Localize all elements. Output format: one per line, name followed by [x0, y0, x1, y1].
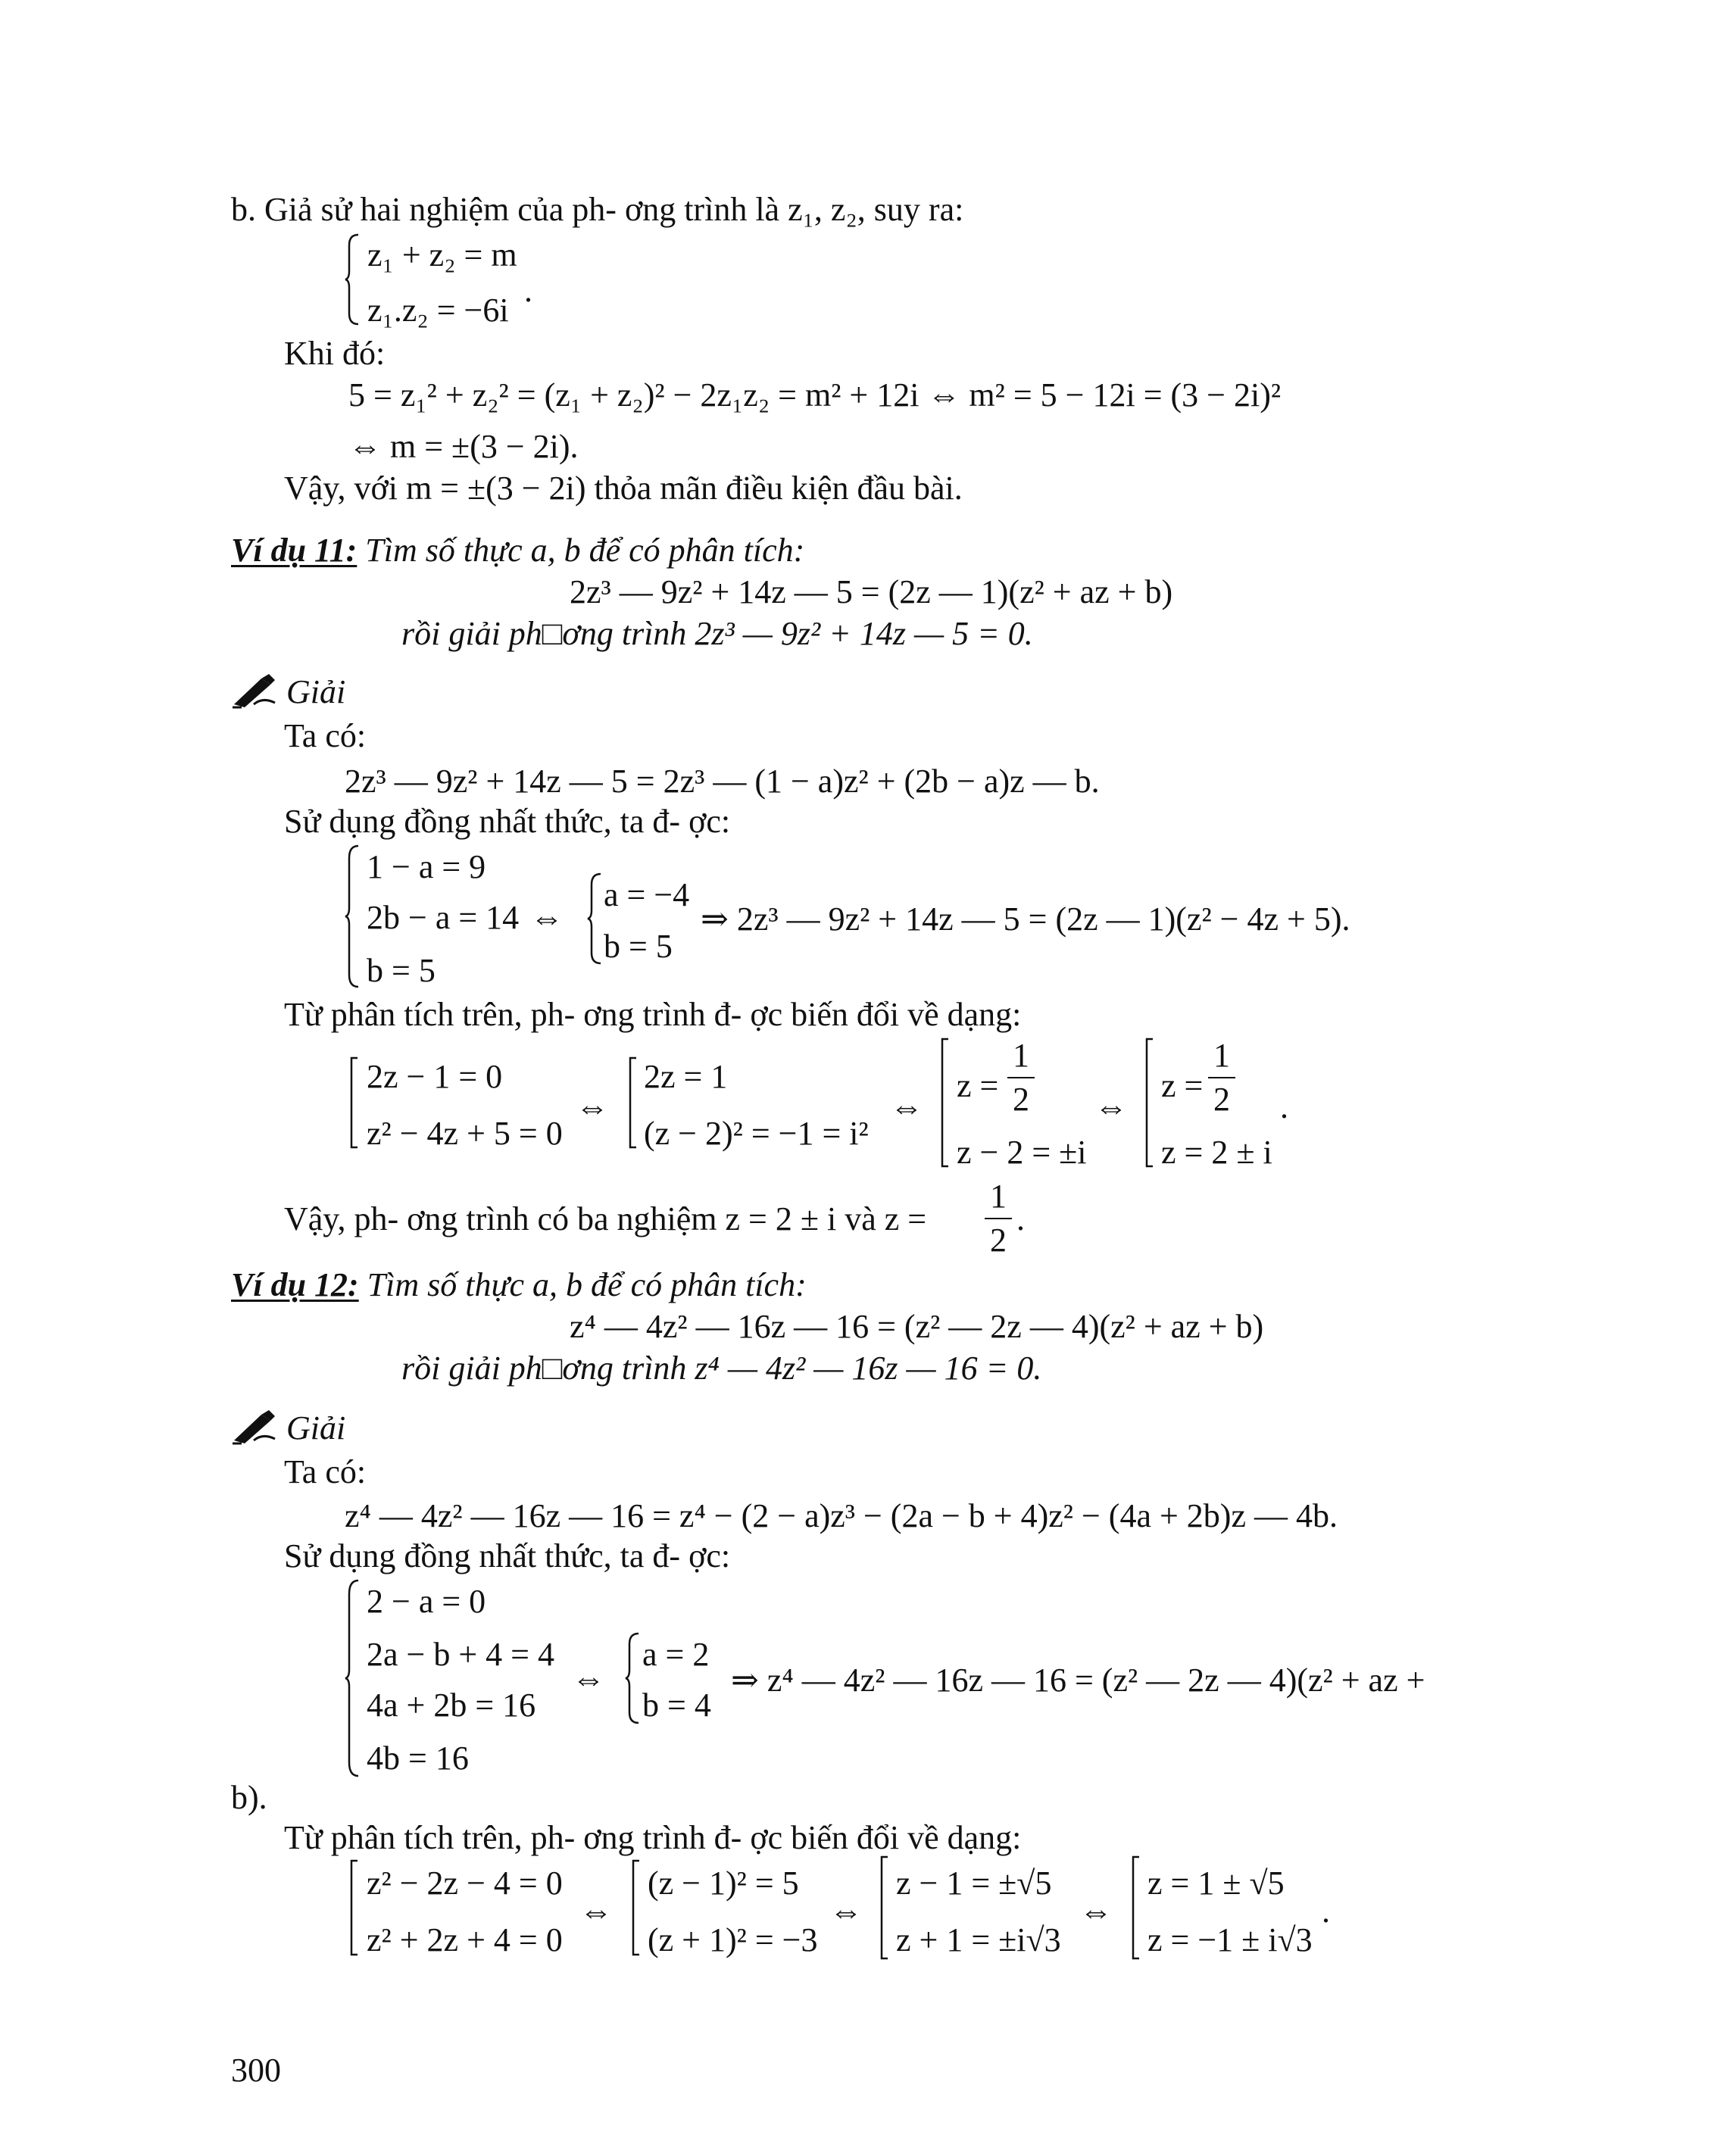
brace-system-12-right	[625, 1632, 642, 1724]
conclusion-dot: .	[1016, 1200, 1025, 1237]
case-iff-6: ⇔	[1079, 1893, 1113, 1930]
system-12-eq1: 2 − a = 0	[367, 1583, 486, 1620]
khi-do-text: Khi đó:	[284, 335, 386, 372]
case-3-fraction	[1007, 1039, 1035, 1116]
system-12-eq2: 2a − b + 4 = 4	[367, 1636, 554, 1673]
case-iff-3: ⇔	[1094, 1088, 1128, 1125]
solution-1-label: Giải	[286, 673, 346, 710]
bracket-case-5	[348, 1859, 359, 1956]
brace-system-12-left	[345, 1579, 361, 1777]
case-8-eq1: z = 1 ± √5	[1147, 1865, 1285, 1902]
example-12-statement: Tìm số thực a, b để có phân tích:	[367, 1266, 807, 1303]
page-number: 300	[231, 2052, 281, 2089]
case-5-eq1: z² − 2z − 4 = 0	[367, 1865, 563, 1902]
case-2-eq2: (z − 2)² = −1 = i²	[644, 1115, 869, 1152]
system-b-eq1: z₁ + z₂ = m	[367, 236, 517, 273]
system-12-result-a: a = 2	[642, 1636, 710, 1673]
system-11-eq1: 1 − a = 9	[367, 848, 486, 885]
system-11-iff: ⇔	[530, 899, 564, 936]
fraction-denominator: 2	[990, 1222, 1007, 1259]
case-iff-5: ⇔	[829, 1893, 863, 1930]
bracket-case-2	[627, 1056, 638, 1149]
fraction-denominator: 2	[1013, 1081, 1029, 1118]
case-4-eq2: z = 2 ± i	[1161, 1134, 1272, 1171]
ta-co-1: Ta có:	[284, 717, 367, 754]
solution-1-heading	[231, 674, 345, 709]
part-b-equation-2: ⇔ m = ±(3 − 2i).	[348, 428, 579, 465]
case-2-eq1: 2z = 1	[644, 1058, 728, 1095]
fraction-numerator: 1	[1213, 1037, 1230, 1074]
bracket-case-6	[630, 1859, 641, 1956]
solution-2-heading	[231, 1410, 345, 1445]
dong-nhat-thuc-1: Sử dụng đồng nhất thức, ta đ- ợc:	[284, 803, 731, 840]
system-12-result-b: b = 4	[642, 1687, 711, 1724]
system-11-eq2: 2b − a = 14	[367, 899, 520, 936]
tu-phan-tich-1: Từ phân tích trên, ph- ơng trình đ- ợc biến đổi về dạng:	[284, 996, 1022, 1033]
case-7-eq1: z − 1 = ±√5	[896, 1865, 1052, 1902]
example-11-heading	[231, 534, 804, 567]
system-11-result-b: b = 5	[604, 928, 673, 965]
case-1-eq1: 2z − 1 = 0	[367, 1058, 503, 1095]
case-3-eq2: z − 2 = ±i	[957, 1134, 1087, 1171]
case-1-eq2: z² − 4z + 5 = 0	[367, 1115, 563, 1152]
example-12-solve: rồi giải ph□ơng trình z⁴ — 4z² — 16z — 16 = 0.	[401, 1350, 1042, 1387]
fraction-denominator: 2	[1213, 1081, 1230, 1118]
case-4-fraction	[1208, 1039, 1235, 1116]
case-dot-2: .	[1322, 1893, 1330, 1930]
case-iff-1: ⇔	[576, 1088, 609, 1125]
example-12-factorization: ⇒ z⁴ — 4z² — 16z — 16 = (z² — 2z — 4)(z² + az +	[731, 1662, 1425, 1699]
system-12-eq3: 4a + 2b = 16	[367, 1687, 536, 1724]
bracket-case-3	[939, 1038, 950, 1168]
dong-nhat-thuc-2: Sử dụng đồng nhất thức, ta đ- ợc:	[284, 1537, 731, 1574]
tu-phan-tich-2: Từ phân tích trên, ph- ơng trình đ- ợc biến đổi về dạng:	[284, 1819, 1022, 1856]
example-12-heading	[231, 1266, 807, 1303]
bracket-case-4	[1144, 1038, 1154, 1168]
case-8-eq2: z = −1 ± i√3	[1147, 1921, 1313, 1958]
bracket-case-7	[879, 1855, 889, 1960]
example-11-statement: Tìm số thực a, b để có phân tích:	[365, 532, 805, 569]
fraction-numerator: 1	[1013, 1037, 1029, 1074]
example-11-identity: 2z³ — 9z² + 14z — 5 = (2z — 1)(z² + az + b)	[570, 573, 1173, 610]
case-6-eq1: (z − 1)² = 5	[648, 1865, 799, 1902]
brace-system-b	[345, 233, 361, 326]
ta-co-2: Ta có:	[284, 1453, 367, 1490]
fraction-numerator: 1	[990, 1178, 1007, 1215]
brace-system-11-left	[345, 844, 361, 988]
case-iff-2: ⇔	[890, 1088, 923, 1125]
pen-writing-icon	[231, 674, 278, 709]
case-7-eq2: z + 1 = ±i√3	[896, 1921, 1061, 1958]
case-3-eq1-lhs: z =	[957, 1067, 999, 1104]
system-11-result-a: a = −4	[604, 876, 690, 913]
example-11-expansion: 2z³ — 9z² + 14z — 5 = 2z³ — (1 − a)z² + (2b − a)z — b.	[345, 763, 1100, 800]
system-12-eq4: 4b = 16	[367, 1740, 469, 1777]
system-b-eq2: z₁.z₂ = −6i	[367, 292, 509, 329]
case-dot-1: .	[1280, 1088, 1288, 1125]
part-b-intro: b. Giả sử hai nghiệm của ph- ơng trình là z₁, z₂, suy ra:	[231, 191, 964, 228]
case-iff-4: ⇔	[579, 1893, 613, 1930]
example-11-solve: rồi giải ph□ơng trình 2z³ — 9z² + 14z — 5 = 0.	[401, 615, 1033, 652]
system-12-iff: ⇔	[572, 1660, 605, 1697]
example-12-factorization-end: b).	[231, 1779, 267, 1816]
pen-writing-icon	[231, 1410, 278, 1445]
example-12-expansion: z⁴ — 4z² — 16z — 16 = z⁴ − (2 − a)z³ − (2a − b + 4)z² − (4a + 2b)z — 4b.	[345, 1497, 1338, 1534]
example-12-title: Ví dụ 12:	[231, 1266, 359, 1303]
example-11-conclusion: Vậy, ph- ơng trình có ba nghiệm z = 2 ± i và z =	[284, 1200, 927, 1237]
brace-system-11-right	[587, 872, 604, 965]
system-11-eq3: b = 5	[367, 952, 436, 989]
conclusion-fraction	[985, 1180, 1012, 1257]
example-11-title: Ví dụ 11:	[231, 532, 358, 569]
example-12-identity: z⁴ — 4z² — 16z — 16 = (z² — 2z — 4)(z² + az + b)	[570, 1308, 1264, 1345]
example-11-factorization: ⇒ 2z³ — 9z² + 14z — 5 = (2z — 1)(z² − 4z + 5).	[701, 900, 1350, 938]
part-b-equation-1: 5 = z₁² + z₂² = (z₁ + z₂)² − 2z₁z₂ = m² + 12i ⇔ m² = 5 − 12i = (3 − 2i)²	[348, 376, 1282, 413]
case-4-eq1-lhs: z =	[1161, 1067, 1204, 1104]
bracket-case-1	[348, 1056, 359, 1149]
system-b-dot: .	[524, 272, 532, 309]
bracket-case-8	[1130, 1855, 1141, 1960]
case-5-eq2: z² + 2z + 4 = 0	[367, 1921, 563, 1958]
case-6-eq2: (z + 1)² = −3	[648, 1921, 818, 1958]
part-b-conclusion: Vậy, với m = ±(3 − 2i) thỏa mãn điều kiện đầu bài.	[284, 470, 963, 507]
solution-2-label: Giải	[286, 1409, 346, 1446]
